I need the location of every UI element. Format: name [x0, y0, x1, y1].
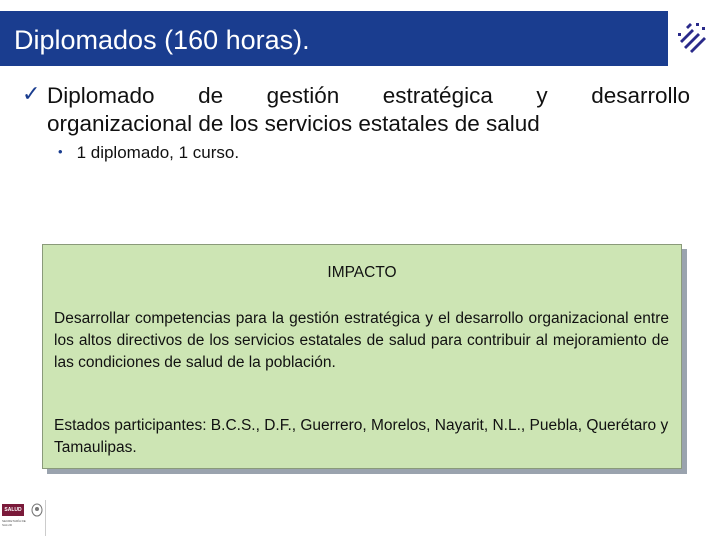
- impact-description: Desarrollar competencias para la gestión estratégica y el desarrollo organizacional entre los altos directivos de los servicios estatales de salud para contribuir al mejoramiento de las condiciones de salud de la población.: [54, 310, 669, 371]
- impact-title: IMPACTO: [327, 264, 397, 281]
- sub-bullet: [58, 142, 239, 163]
- salud-logo: SALUD: [2, 504, 24, 516]
- bullet-dot-icon: •: [58, 144, 63, 159]
- sub-bullet-text: 1 diplomado, 1 curso.: [76, 143, 240, 162]
- coat-of-arms-icon: [31, 503, 43, 517]
- impact-box: [42, 244, 682, 469]
- main-bullet: [47, 82, 690, 138]
- title-bar: [0, 11, 668, 66]
- slide-title: Diplomados (160 horas).: [14, 25, 310, 55]
- institution-logo-icon: [676, 21, 710, 55]
- check-icon: ✓: [22, 82, 41, 107]
- footer-divider: [45, 500, 46, 536]
- impact-states: Estados participantes: B.C.S., D.F., Guerrero, Morelos, Nayarit, N.L., Puebla, Querétaro y Tamaulipas.: [54, 417, 669, 456]
- institution-logo: [668, 11, 720, 66]
- salud-logo-subtitle: SECRETARÍA DE SALUD: [2, 519, 26, 527]
- main-bullet-line1: Diplomado de gestión estratégica y desarrollo: [47, 83, 690, 108]
- main-bullet-line2: organizacional de los servicios estatales de salud: [47, 111, 540, 136]
